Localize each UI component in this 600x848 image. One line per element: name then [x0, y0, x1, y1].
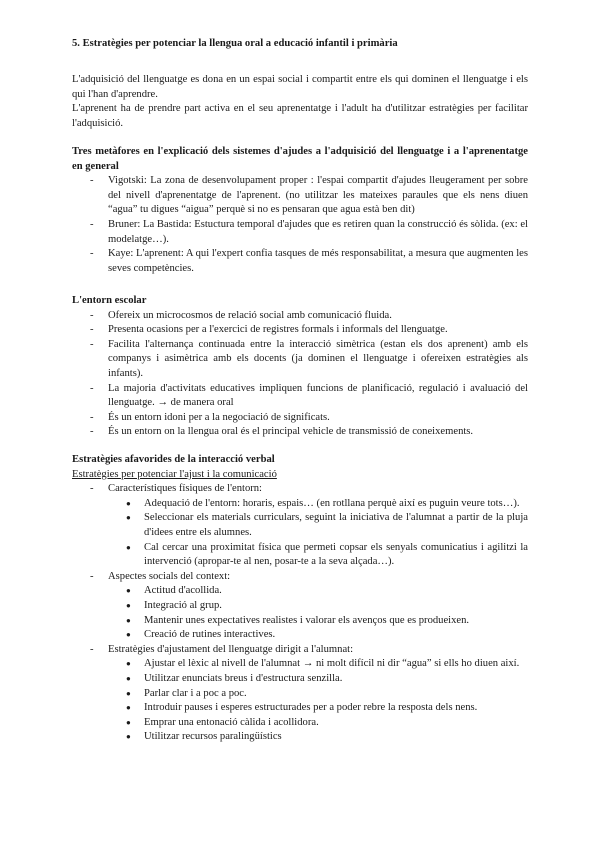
list-item: - Facilita l'alternança continuada entre la interacció simètrica (estan els dos aprenent) amb els companys i asimètrica amb els docents (ja dominen el llenguatge i ofereixen estratègies als infants).	[90, 338, 528, 379]
list-item: - Presenta ocasions per a l'exercici de registres formals i informals del llenguatge.	[72, 323, 528, 338]
strategy-group-label: Aspectes socials del context:	[108, 570, 231, 582]
dot-bullet-icon: ●	[126, 586, 131, 596]
strategy-group-list	[108, 657, 528, 745]
dot-bullet-icon: ●	[126, 498, 131, 508]
list-item: - Kaye: L'aprenent: A qui l'expert confia tasques de més responsabilitat, a mesura que augmenten les seves competències.	[90, 248, 528, 274]
strategy-group-label: Estratègies d'ajustament del llenguatge dirigit a l'alumnat:	[108, 643, 354, 655]
strategy-group	[72, 643, 528, 745]
list-item: ● Adequació de l'entorn: horaris, espais… (en rotllana perquè així es puguin veure tots…).	[108, 497, 528, 512]
list-item: ● Ajustar el lèxic al nivell de l'alumnat → ni molt difícil ni dir “agua” si ells ho diuen així.	[108, 657, 528, 672]
list-item: ● Utilitzar recursos paralingüístics	[108, 730, 528, 745]
dot-bullet-icon: ●	[126, 615, 131, 625]
list-item: - És un entorn idoni per a la negociació de significats.	[72, 411, 528, 426]
metaphors-heading: Tres metàfores en l'explicació dels sistemes d'ajudes a l'adquisició del llenguatge i a l'aprenentatge en general	[72, 146, 528, 172]
metaphors-section	[72, 145, 528, 276]
strategy-group	[72, 482, 528, 570]
dash-bullet-icon: -	[90, 426, 94, 438]
dash-bullet-icon: -	[90, 218, 94, 230]
list-item: ● Mantenir unes expectatives realistes i valorar els avenços que es produeixen.	[108, 614, 528, 629]
dot-bullet-icon: ●	[126, 688, 131, 698]
intro-paragraph: L'aprenent ha de prendre part activa en el seu aprenentatge i l'adult ha d'utilitzar estratègies per facilitar l'adquisició.	[72, 103, 528, 129]
strategy-group	[72, 570, 528, 643]
metaphors-list	[72, 174, 528, 276]
list-item: ● Introduir pauses i esperes estructurades per a poder rebre la resposta dels nens.	[108, 701, 528, 716]
dot-bullet-icon: ●	[126, 732, 131, 742]
list-item: ● Seleccionar els materials curriculars, seguint la iniciativa de l'alumnat a partir de la pluja d'idees entre els alumnes.	[126, 512, 528, 538]
dash-bullet-icon: -	[90, 324, 94, 336]
dot-bullet-icon: ●	[126, 703, 131, 713]
intro-paragraph: L'adquisició del llenguatge es dona en un espai social i compartit entre els qui dominen el llenguatge i els qui l'han d'aprendre.	[72, 74, 528, 100]
dash-bullet-icon: -	[90, 338, 94, 350]
strategy-group-list	[108, 584, 528, 642]
list-item: - Vigotski: La zona de desenvolupament proper : l'espai compartit d'ajudes lleugerament per sobre del nivell d'aprenentatge de l'aprenent. (no utilitzar les mateixes paraules que els nens diuen “agua” tu digues “aigua” perquè si no es pensaran que agua està ben dit)	[90, 175, 528, 216]
strategy-group-list	[108, 497, 528, 570]
list-item: ● Integració al grup.	[108, 599, 528, 614]
list-item: ● Cal cercar una proximitat física que permeti copsar els senyals comunicatius i agilitzi la intervenció (apropar-te al nen, posar-te a la seva alçada…).	[126, 541, 528, 568]
list-item: ● Actitud d'acollida.	[108, 584, 528, 599]
dash-bullet-icon: -	[90, 411, 94, 423]
strategy-group-label: Característiques físiques de l'entorn:	[108, 483, 263, 495]
dash-bullet-icon: -	[90, 309, 94, 321]
school-list	[72, 309, 528, 440]
strategies-section	[72, 453, 528, 745]
strategies-heading: Estratègies afavorides de la interacció verbal	[72, 454, 275, 465]
dot-bullet-icon: ●	[126, 542, 131, 552]
list-item: - És un entorn on la llengua oral és el principal vehicle de transmissió de coneixements.	[72, 425, 528, 440]
dash-bullet-icon: -	[90, 248, 94, 260]
dot-bullet-icon: ●	[126, 630, 131, 640]
list-item: - La majoria d'activitats educatives impliquen funcions de planificació, regulació i avaluació del llenguatge. → de manera oral	[90, 382, 528, 409]
page-title: 5. Estratègies per potenciar la llengua oral a educació infantil i primària	[72, 38, 398, 49]
dot-bullet-icon: ●	[126, 659, 131, 669]
list-item: ● Utilitzar enunciats breus i d'estructura senzilla.	[108, 672, 528, 687]
strategies-subheading: Estratègies per potenciar l'ajust i la comunicació	[72, 468, 277, 480]
list-item: ● Creació de rutines interactives.	[108, 628, 528, 643]
dash-bullet-icon: -	[90, 483, 94, 495]
strategies-groups	[72, 482, 528, 745]
list-item: ● Parlar clar i a poc a poc.	[108, 687, 528, 702]
dash-bullet-icon: -	[90, 175, 94, 187]
list-item: ● Emprar una entonació càlida i acollidora.	[108, 716, 528, 731]
list-item: - Ofereix un microcosmos de relació social amb comunicació fluida.	[72, 309, 528, 324]
intro-section	[72, 73, 528, 131]
dot-bullet-icon: ●	[126, 673, 131, 683]
dash-bullet-icon: -	[90, 382, 94, 394]
dot-bullet-icon: ●	[126, 600, 131, 610]
dash-bullet-icon: -	[90, 570, 94, 582]
school-heading: L'entorn escolar	[72, 295, 147, 306]
dash-bullet-icon: -	[90, 643, 94, 655]
dot-bullet-icon: ●	[126, 513, 131, 523]
school-section	[72, 294, 528, 440]
list-item: - Bruner: La Bastida: Estuctura temporal d'ajudes que es retiren quan la construcció és sòlida. (ex: el modelatge…).	[90, 218, 528, 245]
dot-bullet-icon: ●	[126, 717, 131, 727]
